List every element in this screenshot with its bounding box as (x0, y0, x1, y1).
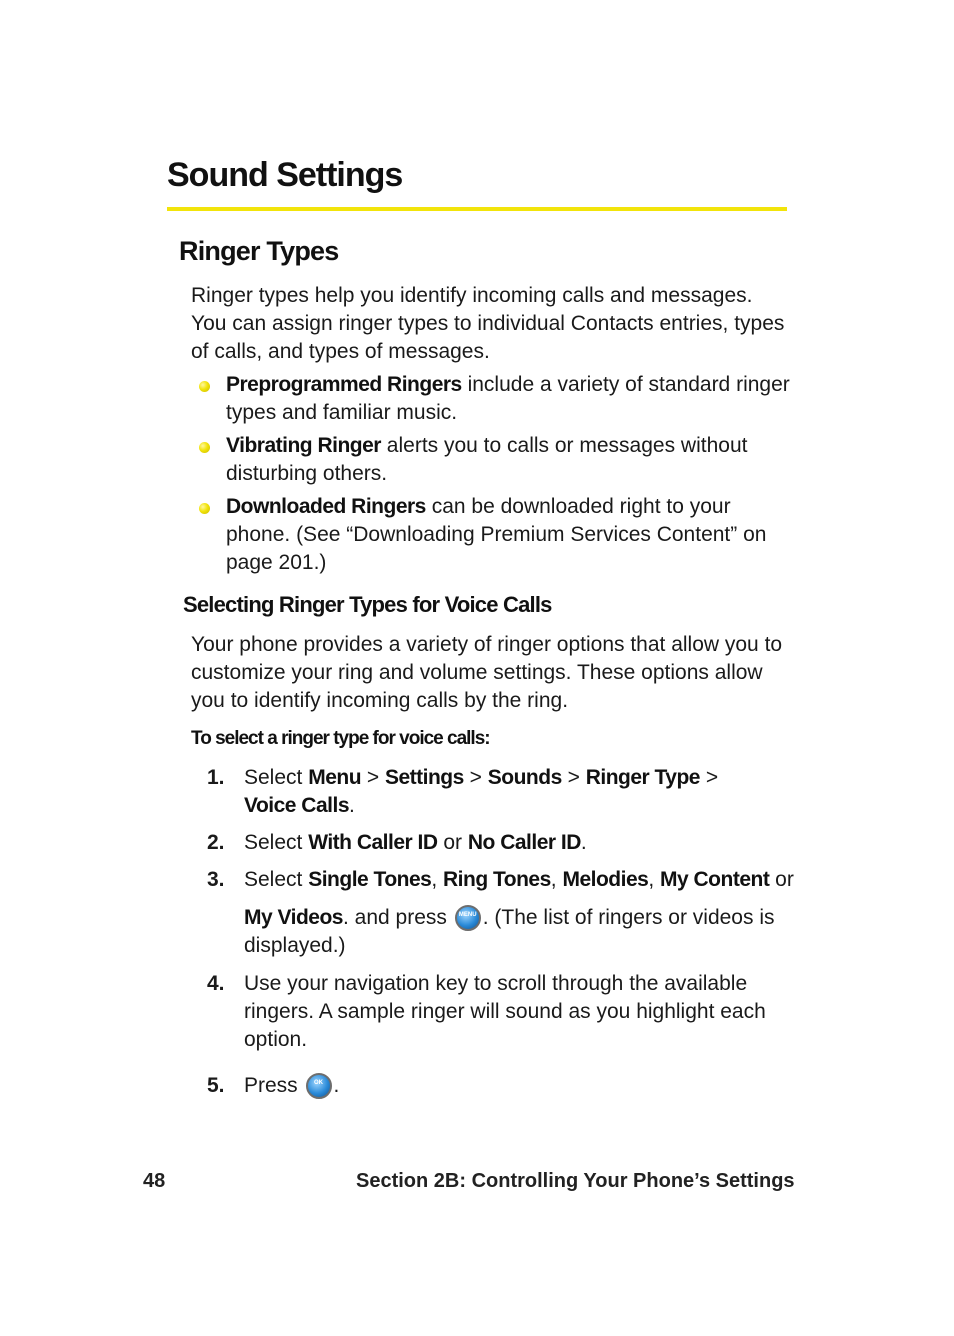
sounds-term: Sounds (487, 766, 562, 789)
bullet-term: Preprogrammed Ringers (226, 373, 462, 396)
bullet-desc: alerts you to calls or messages without disturbing others. (226, 434, 748, 485)
footer-section-title: Section 2B: Controlling Your Phone’s Settings (356, 1170, 795, 1192)
step-text: Select With Caller ID or No Caller ID. (244, 831, 587, 854)
single-tones-term: Single Tones (308, 868, 432, 891)
bullet-text (226, 493, 796, 577)
page-title: Sound Settings (167, 156, 403, 194)
step-number: 2. (207, 831, 225, 854)
step-text: Select Single Tones, Ring Tones, Melodies, My Content or (244, 868, 794, 891)
step-text: My Videos. and press MENU . (The list of ringers or videos is displayed.) (244, 906, 775, 957)
bullet-dot-icon (199, 442, 210, 453)
no-caller-id-term: No Caller ID (467, 831, 581, 854)
my-content-term: My Content (660, 868, 770, 891)
menu-ok-button-icon: MENU (455, 905, 481, 931)
step-text: Select Menu > Settings > Sounds > Ringer Type > Voice Calls. (244, 766, 719, 817)
bullet-dot-icon (199, 381, 210, 392)
subsection-heading: Selecting Ringer Types for Voice Calls (183, 592, 552, 617)
ring-tones-term: Ring Tones (443, 868, 551, 891)
section-heading: Ringer Types (179, 236, 339, 266)
section-intro: Ringer types help you identify incoming calls and messages. You can assign ringer types to individual Contacts entries, types of calls, and types of messages. (191, 284, 785, 363)
step-number: 4. (207, 972, 225, 995)
step-text: Press OK . (244, 1074, 340, 1097)
with-caller-id-term: With Caller ID (308, 831, 438, 854)
step-number: 1. (207, 766, 225, 789)
bullet-term: Downloaded Ringers (226, 495, 426, 518)
my-videos-term: My Videos (244, 906, 343, 929)
procedure-title: To select a ringer type for voice calls: (191, 728, 490, 749)
voice-calls-term: Voice Calls (244, 794, 349, 817)
bullet-dot-icon (199, 503, 210, 514)
title-rule (167, 207, 787, 211)
step-number: 5. (207, 1074, 225, 1097)
bullet-desc: can be downloaded right to your phone. (See “Downloading Premium Services Content” on page 201.) (226, 495, 767, 574)
menu-ok-button-icon: OK (306, 1073, 332, 1099)
step-text: Use your navigation key to scroll through the available ringers. A sample ringer will sound as you highlight each option. (244, 972, 766, 1051)
step-number: 3. (207, 868, 225, 891)
ringer-type-term: Ringer Type (585, 766, 700, 789)
menu-term: Menu (308, 766, 362, 789)
subsection-intro: Your phone provides a variety of ringer options that allow you to customize your ring and volume settings. These options allow you to identify incoming calls by the ring. (191, 633, 783, 712)
bullet-desc: include a variety of standard ringer types and familiar music. (226, 373, 790, 424)
melodies-term: Melodies (562, 868, 649, 891)
settings-term: Settings (384, 766, 464, 789)
bullet-text (226, 432, 796, 488)
bullet-text (226, 371, 796, 427)
bullet-term: Vibrating Ringer (226, 434, 381, 457)
page-number: 48 (143, 1170, 166, 1192)
